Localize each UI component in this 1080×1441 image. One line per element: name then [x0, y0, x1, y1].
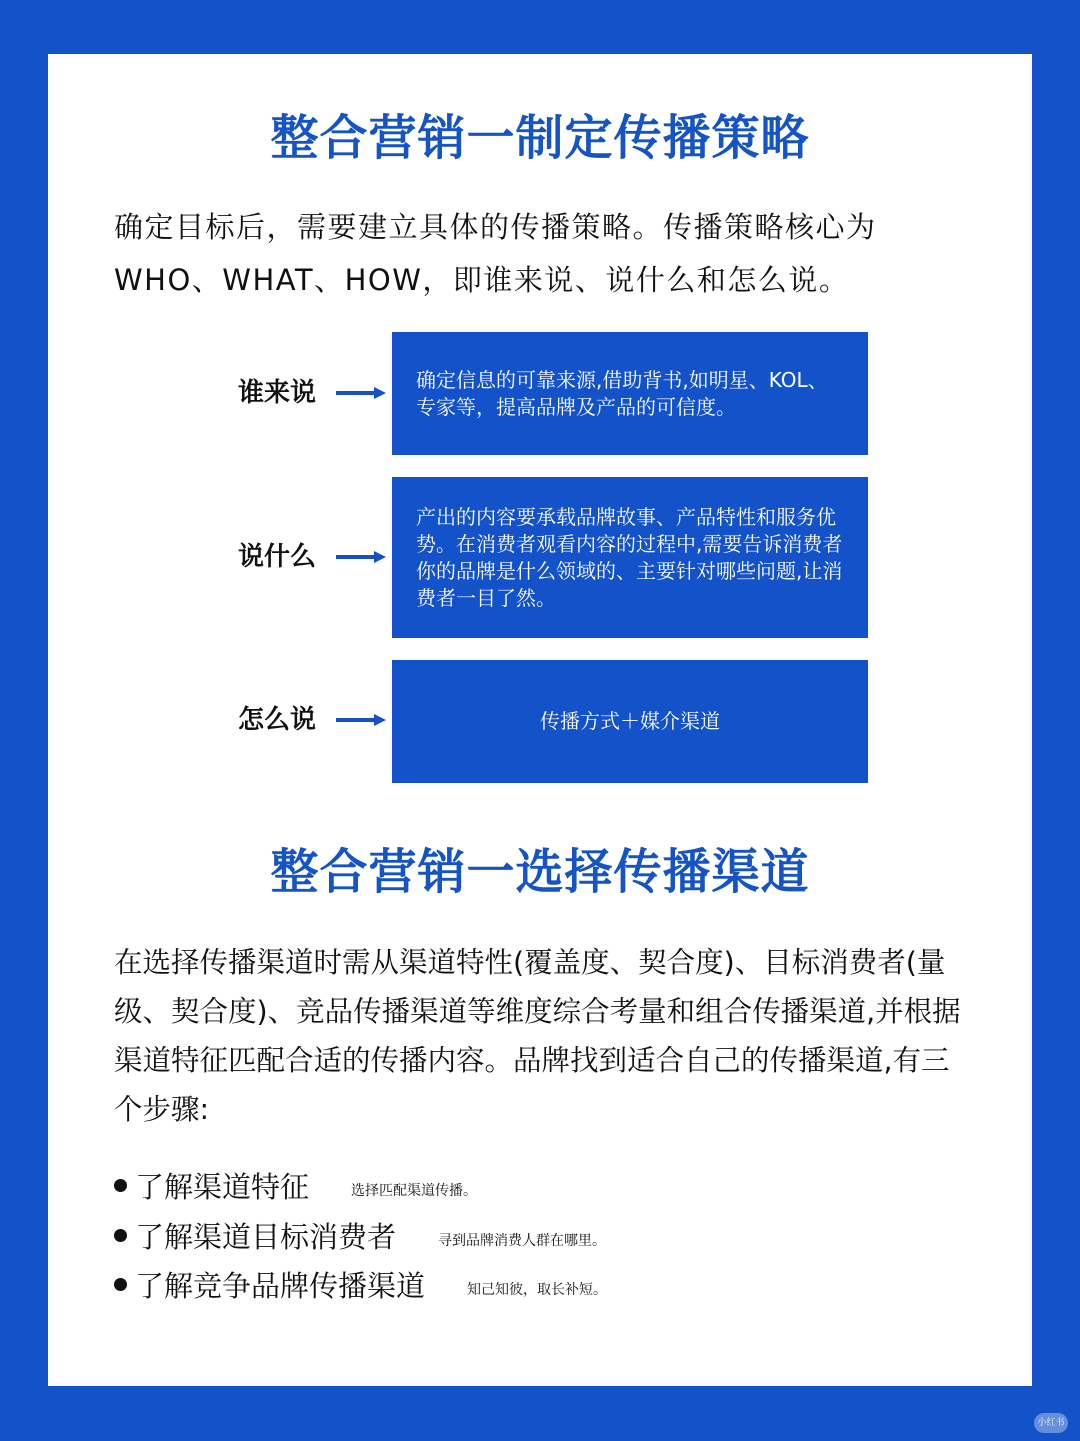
list-item [114, 1215, 606, 1255]
bullet-dot [114, 1229, 127, 1242]
row-label-what: 说什么 [238, 542, 317, 572]
bullet-note-text: 知己知彼，取长补短。 [467, 1282, 608, 1298]
info-box-what-text: 产出的内容要承载品牌故事、产品特性和服务优势。在消费者观看内容的过程中,需要告诉消费者你的品牌是什么领域的、主要针对哪些问题,让消费者一目了然。 [416, 504, 843, 610]
strategy-intro [114, 201, 974, 307]
info-box-what [392, 477, 868, 638]
bullet-dot [114, 1278, 127, 1291]
bullet-main-text: 了解渠道目标消费者 [135, 1219, 397, 1254]
bullet-dot [114, 1179, 127, 1192]
bullet-main-text: 了解渠道特征 [135, 1169, 310, 1204]
section-title-strategy: 整合营销一制定传播策略 [270, 110, 810, 166]
row-label-how: 怎么说 [238, 705, 317, 735]
row-label-who: 谁来说 [238, 378, 317, 408]
list-item [114, 1165, 477, 1205]
channels-paragraph: 在选择传播渠道时需从渠道特性(覆盖度、契合度)、目标消费者(量级、契合度)、竞品传播渠道等维度综合考量和组合传播渠道,并根据渠道特征匹配合适的传播内容。品牌找到适合自己的传播渠道,有三个步骤: [114, 946, 961, 1126]
bullet-note-text: 选择匹配渠道传播。 [351, 1183, 478, 1199]
section-title-channels: 整合营销一选择传播渠道 [270, 844, 810, 900]
info-box-how-text: 传播方式＋媒介渠道 [540, 709, 720, 733]
strategy-intro-line-2: WHO、WHAT、HOW，即谁来说、说什么和怎么说。 [114, 263, 850, 297]
info-box-how [392, 660, 868, 783]
list-item [114, 1264, 607, 1304]
arrow-right-icon [336, 710, 386, 730]
info-box-who [392, 332, 868, 455]
bullet-note-text: 寻到品牌消费人群在哪里。 [438, 1233, 607, 1249]
strategy-intro-line-1: 确定目标后，需要建立具体的传播策略。传播策略核心为 [114, 210, 877, 244]
arrow-right-icon [336, 383, 386, 403]
info-box-who-text: 确定信息的可靠来源,借助背书,如明星、KOL、专家等，提高品牌及产品的可信度。 [416, 367, 828, 419]
content-card [48, 54, 1032, 1386]
arrow-right-icon [336, 547, 386, 567]
bullet-main-text: 了解竞争品牌传播渠道 [135, 1268, 426, 1303]
watermark-logo: 小红书 [1034, 1413, 1068, 1433]
